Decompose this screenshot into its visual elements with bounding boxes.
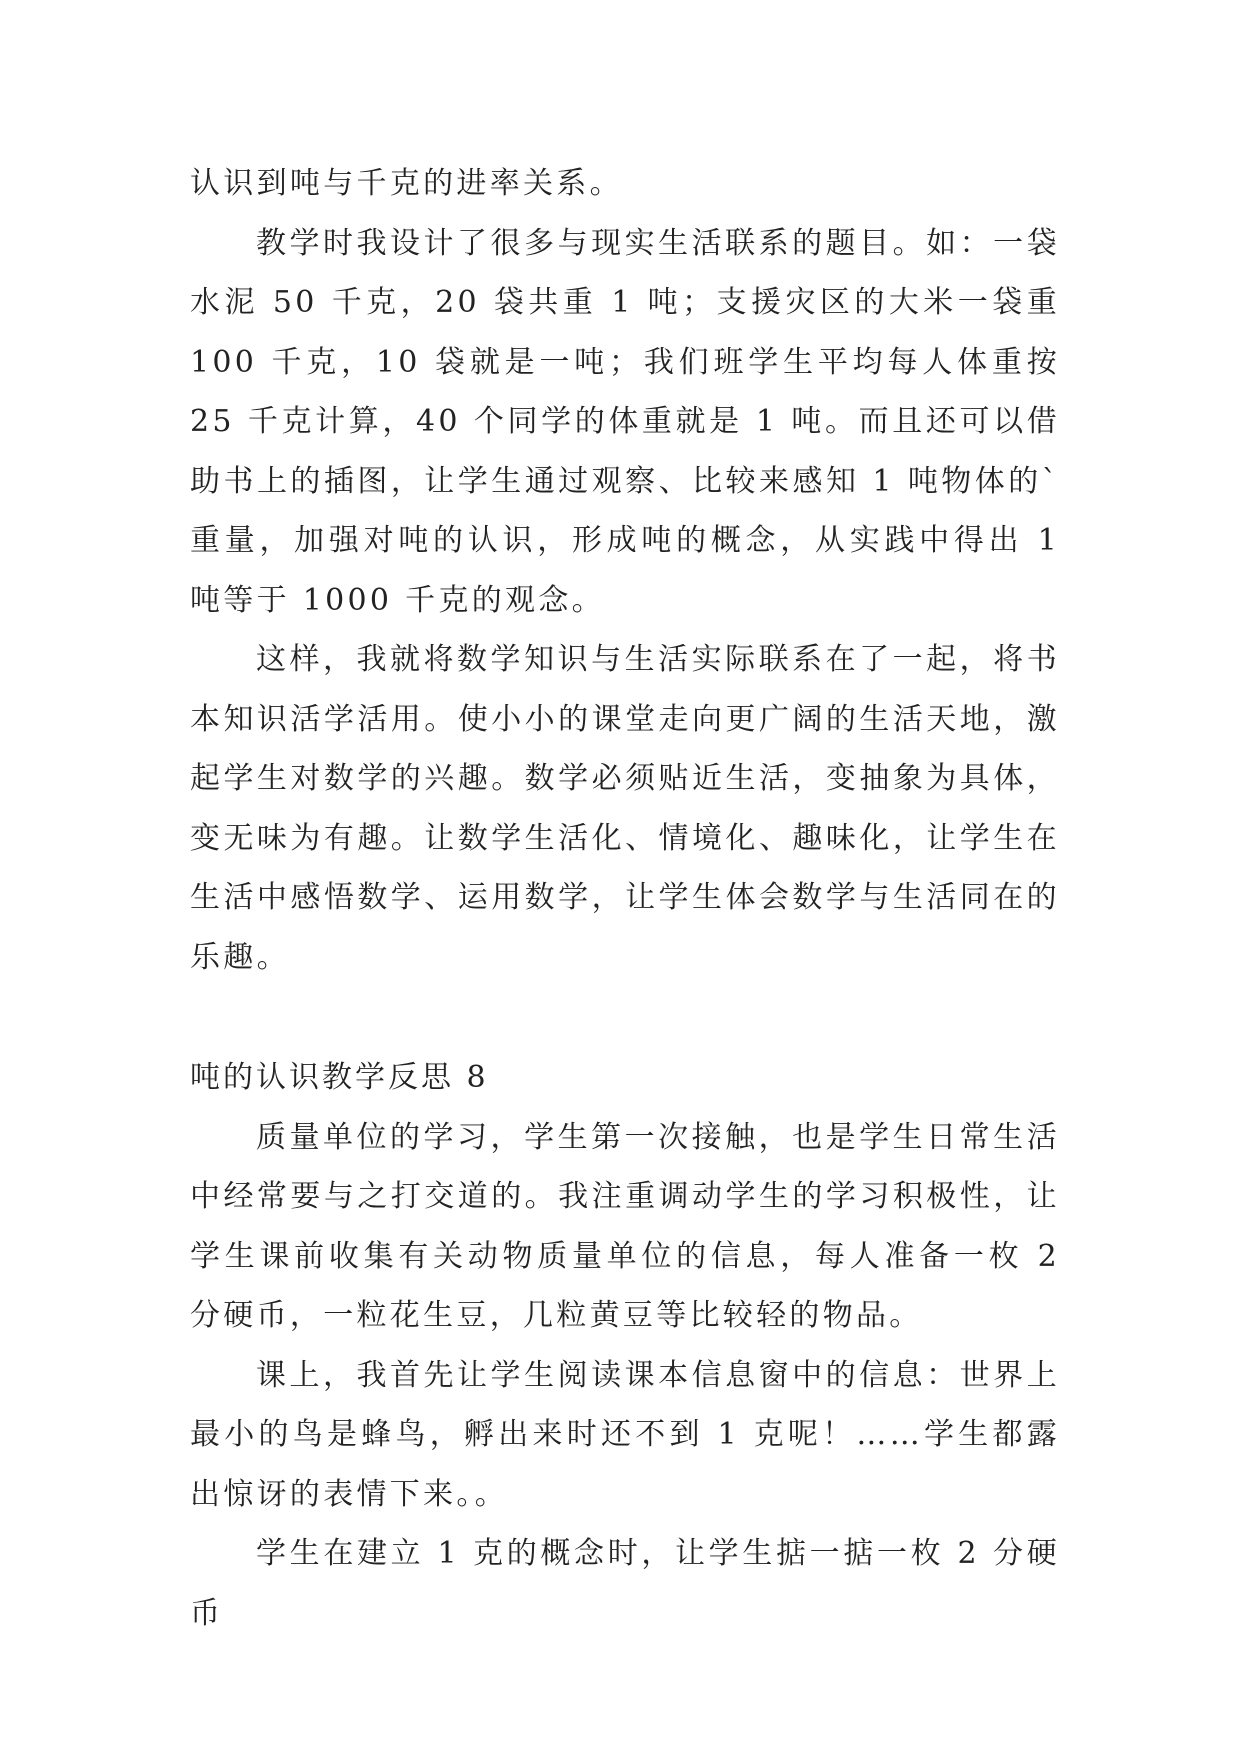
paragraph-continuation: 认识到吨与千克的进率关系。 [190, 166, 623, 201]
paragraph-gram-concept: 学生在建立 1 克的概念时，让学生掂一掂一枚 2 分硬币 [190, 1536, 1060, 1631]
document-body [190, 154, 1060, 1643]
paragraph-intro: 质量单位的学习，学生第一次接触，也是学生日常生活中经常要与之打交道的。我注重调动学生的学习积极性，让学生课前收集有关动物质量单位的信息，每人准备一枚 2 分硬币，一粒花生豆，几粒黄豆等比较轻的物品。 [190, 1119, 1060, 1333]
paragraph-conclusion: 这样，我就将数学知识与生活实际联系在了一起，将书本知识活学活用。使小小的课堂走向更广阔的生活天地，激起学生对数学的兴趣。数学必须贴近生活，变抽象为具体，变无味为有趣。让数学生活化、情境化、趣味化，让学生在生活中感悟数学、运用数学，让学生体会数学与生活同在的乐趣。 [190, 642, 1060, 975]
section-heading: 吨的认识教学反思 8 [190, 1060, 489, 1095]
paragraph-examples: 教学时我设计了很多与现实生活联系的题目。如：一袋水泥 50 千克，20 袋共重 1 吨；支援灾区的大米一袋重 100 千克，10 袋就是一吨；我们班学生平均每人体重按 25 千克计算，40 个同学的体重就是 1 吨。而且还可以借助书上的插图，让学生通过观察、比较来感知 1 吨物体的`重量，加强对吨的认识，形成吨的概念，从实践中得出 1 吨等于 1000 千克的观念。 [190, 225, 1060, 618]
paragraph-class: 课上，我首先让学生阅读课本信息窗中的信息：世界上最小的鸟是蜂鸟，孵出来时还不到 1 克呢！……学生都露出惊讶的表情下来。。 [190, 1357, 1060, 1512]
